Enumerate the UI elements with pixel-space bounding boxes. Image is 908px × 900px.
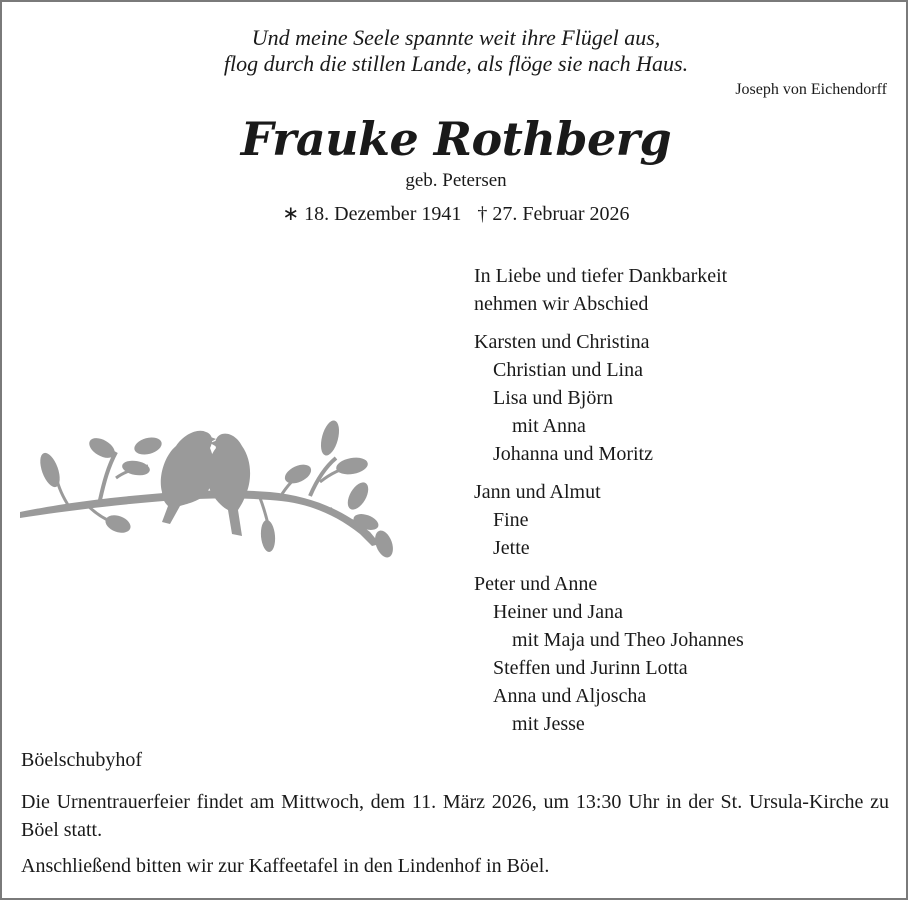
- quote-line-2: flog durch die stillen Lande, als flöge sie nach Haus.: [223, 51, 689, 76]
- family-line: Fine: [493, 509, 529, 531]
- birth-date: ∗ 18. Dezember 1941: [282, 203, 462, 225]
- family-group-3: [474, 570, 744, 738]
- farewell-line-2: nehmen wir Abschied: [474, 293, 649, 315]
- family-line: Johanna und Moritz: [493, 443, 653, 465]
- reception-announcement: Anschließend bitten wir zur Kaffeetafel in den Lindenhof in Böel.: [21, 855, 550, 877]
- family-line: Lisa und Björn: [493, 387, 613, 409]
- quote-author: Joseph von Eichendorff: [735, 81, 887, 98]
- family-line: mit Maja und Theo Johannes: [512, 629, 744, 651]
- family-line: Peter und Anne: [474, 573, 598, 595]
- family-line: mit Jesse: [512, 713, 585, 735]
- maiden-name: geb. Petersen: [405, 170, 507, 191]
- family-line: Jann und Almut: [474, 481, 601, 503]
- family-line: Christian und Lina: [493, 359, 643, 381]
- family-group-1: [474, 328, 653, 468]
- family-line: mit Anna: [512, 415, 586, 437]
- family-line: Jette: [493, 537, 530, 559]
- service-announcement: Die Urnentrauerfeier findet am Mittwoch, dem 11. März 2026, um 13:30 Uhr in der St. Ursula-Kirche zu Böel statt.: [21, 791, 889, 841]
- deceased-name: Frauke Rothberg: [240, 112, 672, 166]
- farewell-line-1: In Liebe und tiefer Dankbarkeit: [474, 265, 728, 287]
- quote-line-1: Und meine Seele spannte weit ihre Flügel aus,: [251, 25, 661, 50]
- life-dates: [2, 201, 908, 226]
- family-line: Karsten und Christina: [474, 331, 650, 353]
- birds-on-branch-icon: [20, 412, 396, 562]
- location: Böelschubyhof: [21, 749, 143, 771]
- family-line: Steffen und Jurinn Lotta: [493, 657, 688, 679]
- death-date: † 27. Februar 2026: [477, 203, 630, 225]
- family-group-2: [474, 478, 601, 562]
- family-line: Heiner und Jana: [493, 601, 623, 623]
- family-line: Anna und Aljoscha: [493, 685, 647, 707]
